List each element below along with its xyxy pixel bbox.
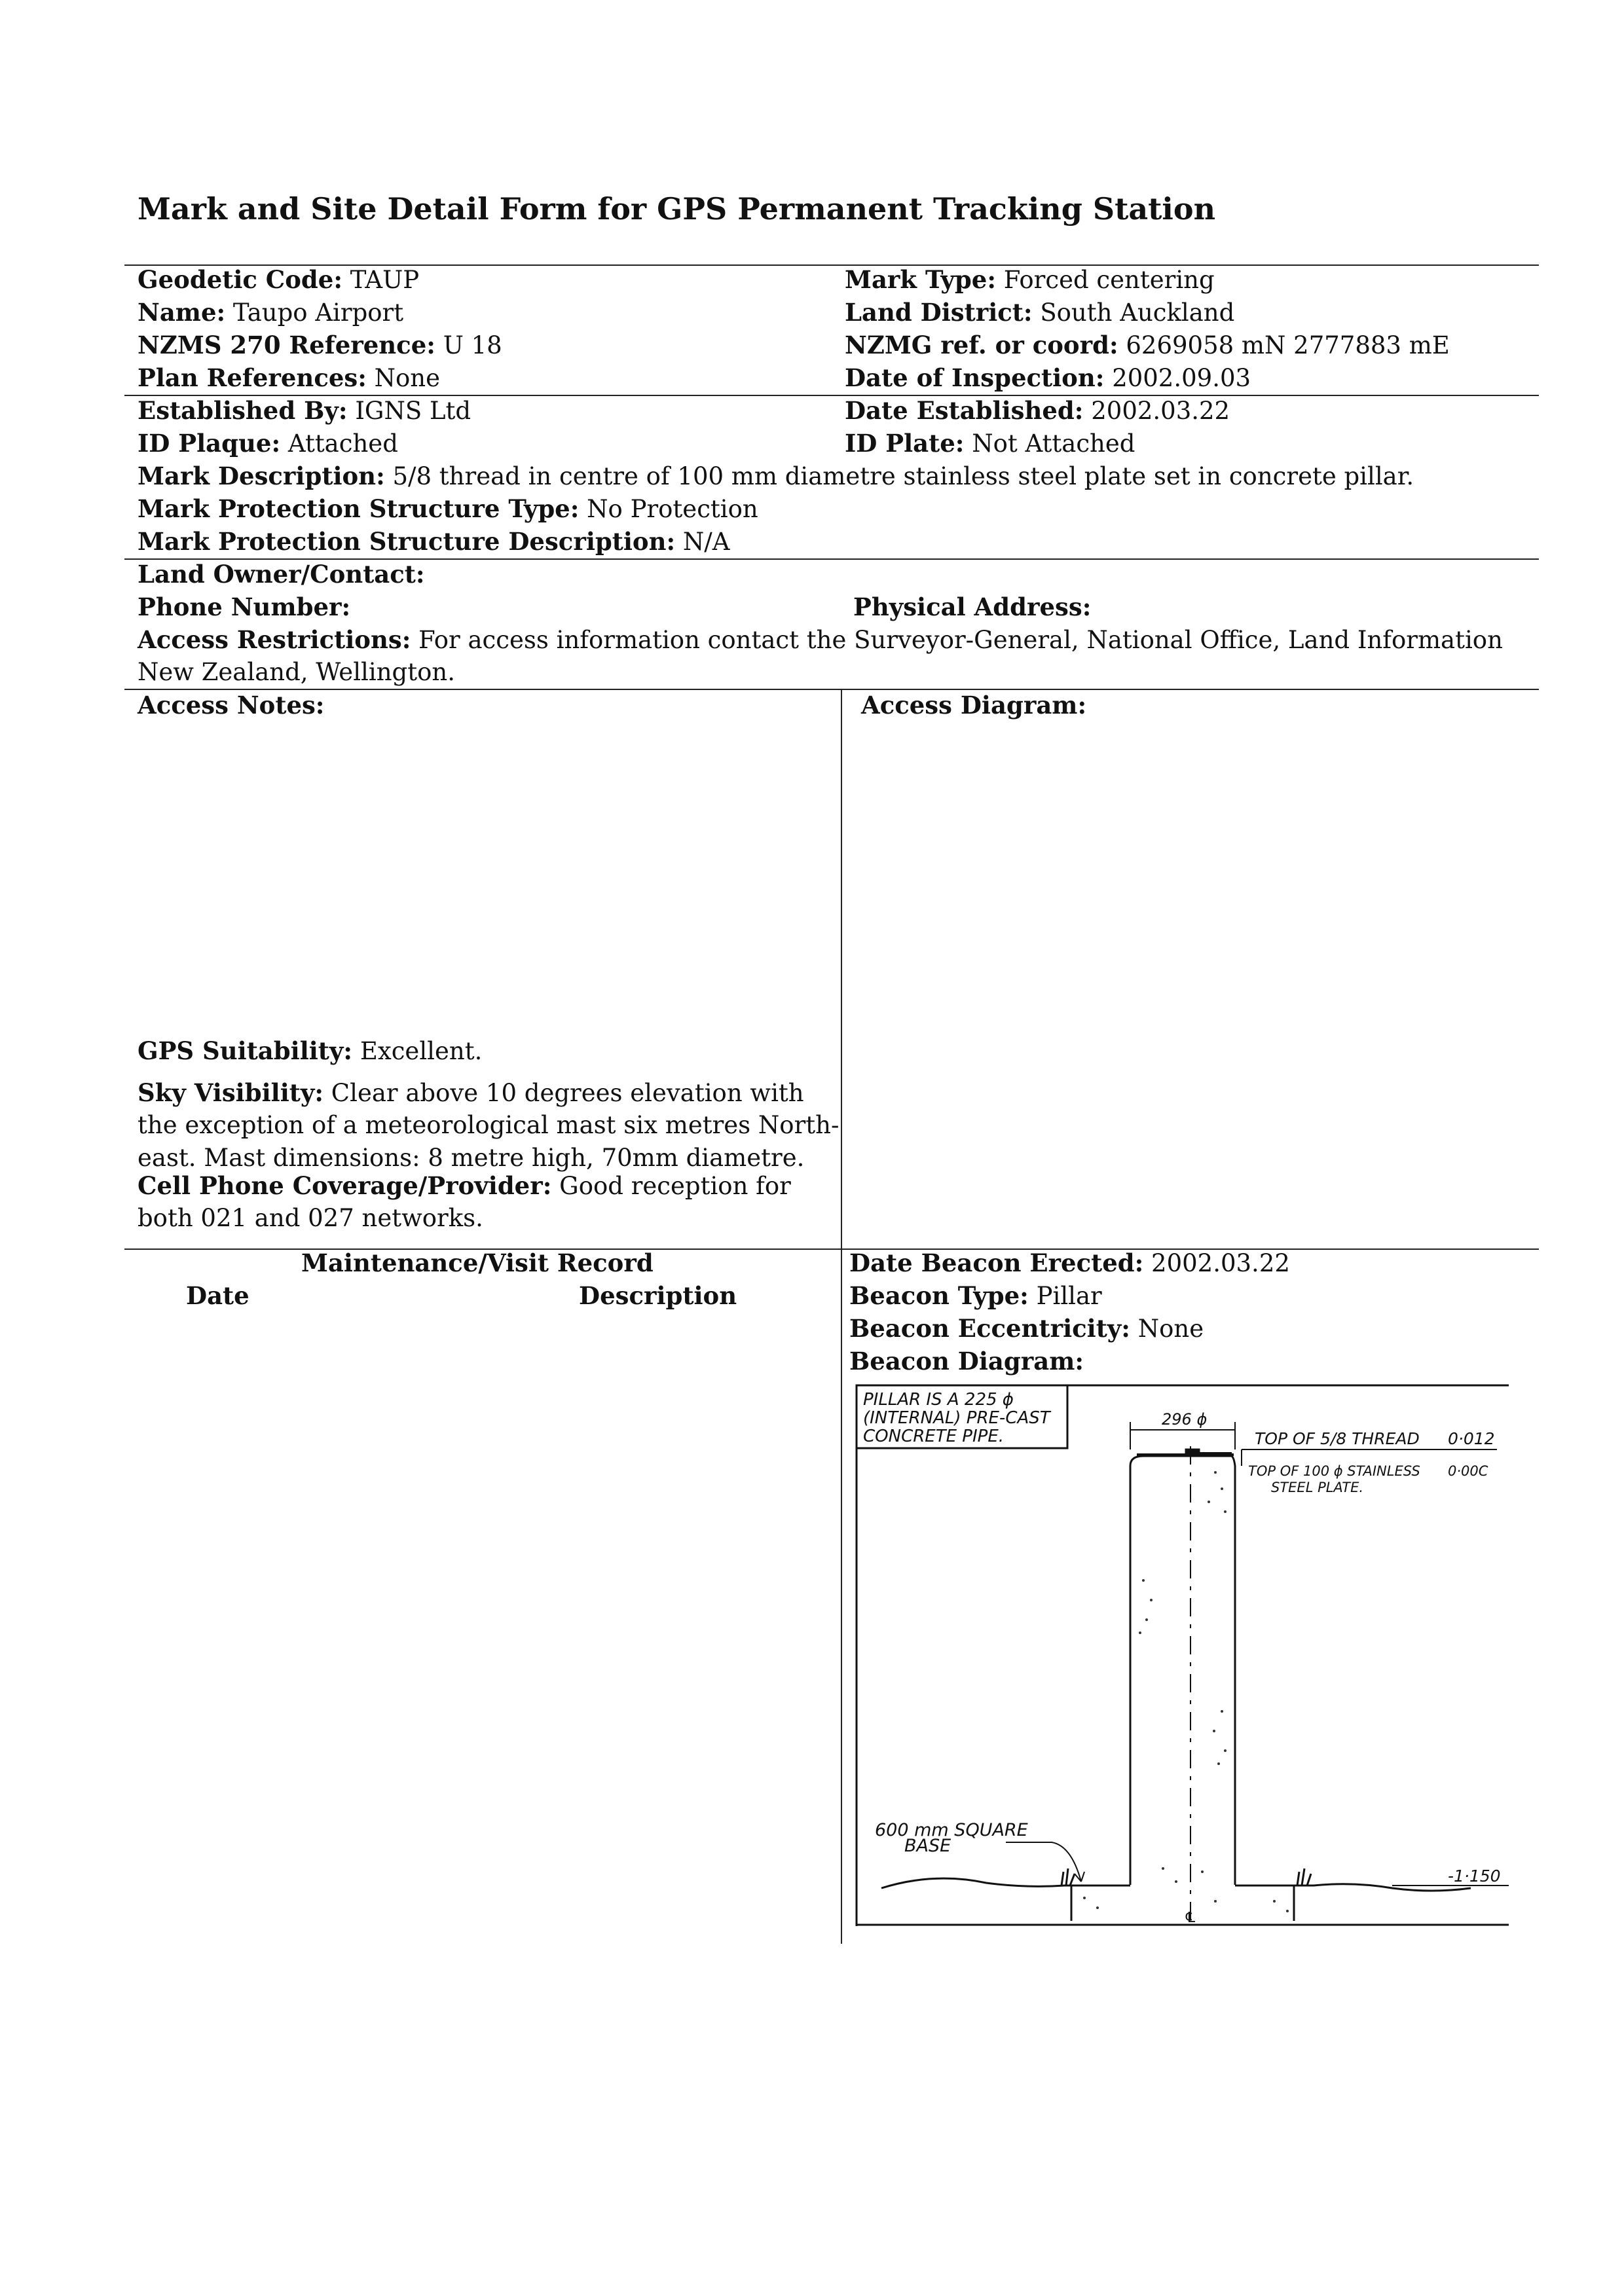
base-label-line1: 600 mm SQUARE <box>875 1820 1028 1840</box>
beacon-eccentricity-field: Beacon Eccentricity: None <box>849 1314 1204 1343</box>
beacon-diagram <box>855 1384 1510 1927</box>
id-plaque-field: ID Plaque: Attached <box>138 429 398 458</box>
column-divider <box>841 1248 842 1944</box>
maintenance-description-column: Description <box>579 1281 737 1310</box>
land-owner-label: Land Owner/Contact: <box>138 560 425 589</box>
divider <box>124 689 1539 690</box>
sky-visibility-line1: Sky Visibility: Clear above 10 degrees elevation with <box>138 1078 804 1107</box>
maintenance-heading: Maintenance/Visit Record <box>301 1248 654 1277</box>
page-title: Mark and Site Detail Form for GPS Permanent Tracking Station <box>138 191 1216 227</box>
inspection-date-field: Date of Inspection: 2002.09.03 <box>845 363 1251 392</box>
pillar-note-line1: PILLAR IS A 225 ϕ <box>863 1390 1014 1410</box>
date-established-field: Date Established: 2002.03.22 <box>845 396 1230 425</box>
thread-label: TOP OF 5/8 THREAD <box>1255 1429 1420 1448</box>
plate-label-line2: STEEL PLATE. <box>1271 1480 1364 1495</box>
beacon-diagram-label: Beacon Diagram: <box>849 1347 1084 1376</box>
centerline-symbol: ℄ <box>1184 1910 1197 1926</box>
thread-value: 0·012 <box>1448 1429 1495 1448</box>
nzms-reference-field: NZMS 270 Reference: U 18 <box>138 331 502 359</box>
plan-references-field: Plan References: None <box>138 363 441 392</box>
established-by-field: Established By: IGNS Ltd <box>138 396 471 425</box>
sky-visibility-line2: the exception of a meteorological mast six metres North- <box>138 1111 840 1139</box>
plate-label-line1: TOP OF 100 ϕ STAINLESS <box>1248 1463 1420 1479</box>
cell-coverage-line2: both 021 and 027 networks. <box>138 1204 483 1232</box>
depth-value: -1·150 <box>1448 1867 1501 1886</box>
access-diagram-label: Access Diagram: <box>861 691 1087 720</box>
id-plate-field: ID Plate: Not Attached <box>845 429 1135 458</box>
nzmg-coord-field: NZMG ref. or coord: 6269058 mN 2777883 mE <box>845 331 1450 359</box>
sky-visibility-line3: east. Mast dimensions: 8 metre high, 70mm diametre. <box>138 1144 805 1172</box>
access-restrictions-continued: New Zealand, Wellington. <box>138 658 455 686</box>
physical-address-label: Physical Address: <box>853 592 1092 621</box>
ground-left <box>881 1878 1130 1888</box>
plate-value: 0·00C <box>1448 1463 1488 1479</box>
name-field: Name: Taupo Airport <box>138 298 404 327</box>
beacon-erected-field: Date Beacon Erected: 2002.03.22 <box>849 1248 1290 1277</box>
concrete-speckle <box>1083 1471 1289 1912</box>
column-divider <box>841 689 842 1249</box>
mark-description-field: Mark Description: 5/8 thread in centre of 100 mm diametre stainless steel plate set in concrete pillar. <box>138 462 1414 490</box>
width-label: 296 ϕ <box>1162 1410 1208 1429</box>
thread-stud <box>1186 1449 1199 1456</box>
geodetic-code-field: Geodetic Code: TAUP <box>138 265 420 294</box>
mark-type-field: Mark Type: Forced centering <box>845 265 1215 294</box>
base-foundation <box>1071 1886 1294 1921</box>
base-label-line2: BASE <box>904 1836 951 1856</box>
base-leader <box>1006 1842 1081 1882</box>
pillar-note-line3: CONCRETE PIPE. <box>863 1427 1005 1446</box>
protection-description-field: Mark Protection Structure Description: N/A <box>138 527 730 556</box>
cell-coverage-line1: Cell Phone Coverage/Provider: Good reception for <box>138 1171 791 1200</box>
pillar-note-line2: (INTERNAL) PRE-CAST <box>863 1408 1050 1428</box>
land-district-field: Land District: South Auckland <box>845 298 1235 327</box>
pillar-outline <box>1130 1456 1235 1885</box>
access-notes-label: Access Notes: <box>138 691 325 720</box>
phone-number-label: Phone Number: <box>138 592 351 621</box>
access-restrictions-field: Access Restrictions: For access information contact the Surveyor-General, National Office, Land Information <box>138 625 1503 654</box>
protection-type-field: Mark Protection Structure Type: No Protection <box>138 494 758 523</box>
beacon-type-field: Beacon Type: Pillar <box>849 1281 1102 1310</box>
maintenance-date-column: Date <box>186 1281 249 1310</box>
gps-suitability-field: GPS Suitability: Excellent. <box>138 1036 483 1065</box>
